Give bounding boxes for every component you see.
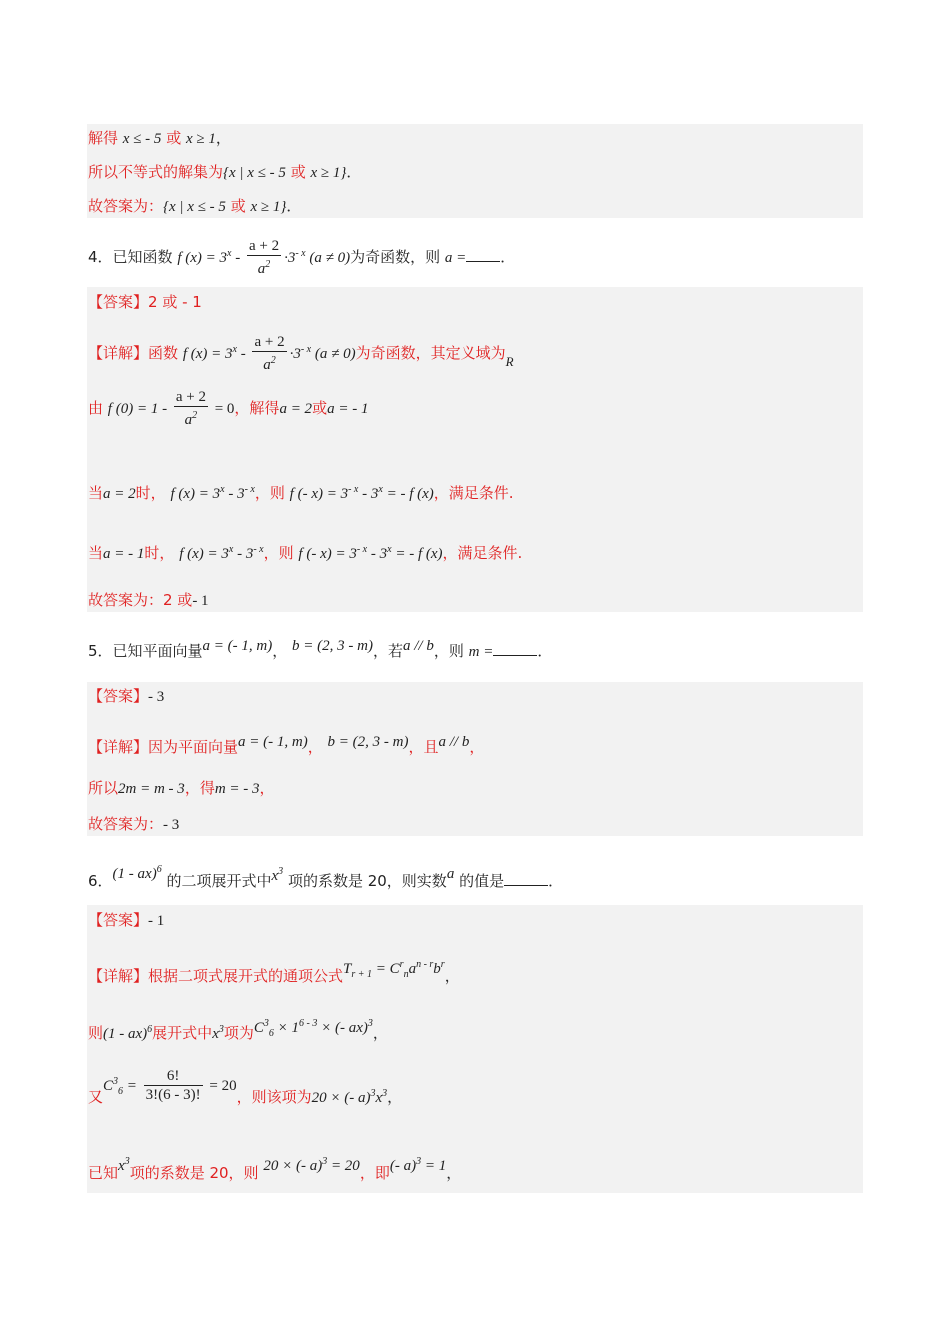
prev-line-3: 故答案为：{x | x ≤ - 5 或 x ≥ 1}．	[88, 197, 302, 215]
answer-blank-q6	[504, 871, 548, 886]
prev-line-1: 解得 x ≤ - 5 或 x ≥ 1，	[88, 129, 231, 147]
answer-blank-q4	[466, 247, 500, 262]
q5-solution-line-1: 【详解】因为平面向量a = (- 1, m)， b = (2, 3 - m)，且a // b，	[88, 734, 485, 756]
q4-answer: 【答案】2 或 - 1	[88, 293, 202, 311]
q6-solution-line-1: 【详解】根据二项式展开式的通项公式$T_{r + 1} = C^r_na^{n - r}b^r$，	[88, 959, 460, 985]
q6-solution-line-4: 已知$x^3$项的系数是 20，则 20 × (- a)$^3$ = 20，即(- a)$^3$ = 1，	[88, 1156, 462, 1182]
q4-function: f $(x) = 3^x$ -	[177, 248, 244, 266]
q5-solution-line-3: 故答案为：- 3	[88, 815, 180, 833]
answer-blank-q5	[493, 641, 537, 656]
q4-solution-line-4: 当a = - 1时， f $(x) = 3^x - 3^{- x}$，则 f (- $x) = 3^{- x} - 3^x$ = - f (x)，满足条件.	[88, 544, 523, 562]
q4-solution-line-5: 故答案为：2 或- 1	[88, 591, 209, 609]
q4-solution-line-3: 当a = 2时， f $(x) = 3^x - 3^{- x}$，则 f (- $x) = 3^{- x} - 3^x$ = - f (x)，满足条件.	[88, 484, 514, 502]
q6-answer: 【答案】- 1	[88, 911, 165, 929]
question-5: 5．已知平面向量a = (- 1, m)， b = (2, 3 - m)，若a // b，则 m = ．	[88, 638, 553, 660]
prev-line-2: 所以不等式的解集为{x | x ≤ - 5 或 x ≥ 1}．	[88, 163, 362, 181]
question-6: 6．(1 - ax)$^6$ 的二项展开式中$x^3$ 项的系数是 20，则实数a 的值是 ．	[88, 864, 564, 890]
q4-solution-line-2: 由 f (0) = 1 - $\frac{a + 2}{a^2}$ = 0，解得a = 2或a = - 1	[88, 389, 369, 428]
q5-solution-line-2: 所以2m = m - 3，得m = - 3，	[88, 779, 275, 797]
q5-answer: 【答案】- 3	[88, 687, 165, 705]
q4-fraction: $\frac{a + 2}{a^2}$	[248, 238, 280, 277]
solution-block-q5	[87, 682, 863, 836]
q6-solution-line-2: 则(1 - ax)$^6$展开式中$x^3$项为$C^3_6 \times 1^{6 - 3}$ × (- ax)$^3$，	[88, 1018, 388, 1042]
q6-fraction: $\frac{6!}{3!(6 - 3)!}$	[145, 1068, 201, 1103]
q4-solution-line-1: 【详解】函数 f $(x) = 3^x$ - $\frac{a + 2}{a^2}$ $\cdot 3^{- x}$ (a ≠ 0)为奇函数，其定义域为R	[88, 334, 514, 373]
solution-block-q6	[87, 905, 863, 1193]
question-4: 4．已知函数 f $(x) = 3^x$ - $\frac{a + 2}{a^2}$ $\cdot 3^{- x}$ (a ≠ 0)为奇函数，则 a = ．	[88, 238, 516, 277]
q6-solution-line-3: 又$C^3_6$ = $\frac{6!}{3!(6 - 3)!}$ = 20，则该项为20 × (- $a)^3x^3$，	[88, 1068, 403, 1106]
